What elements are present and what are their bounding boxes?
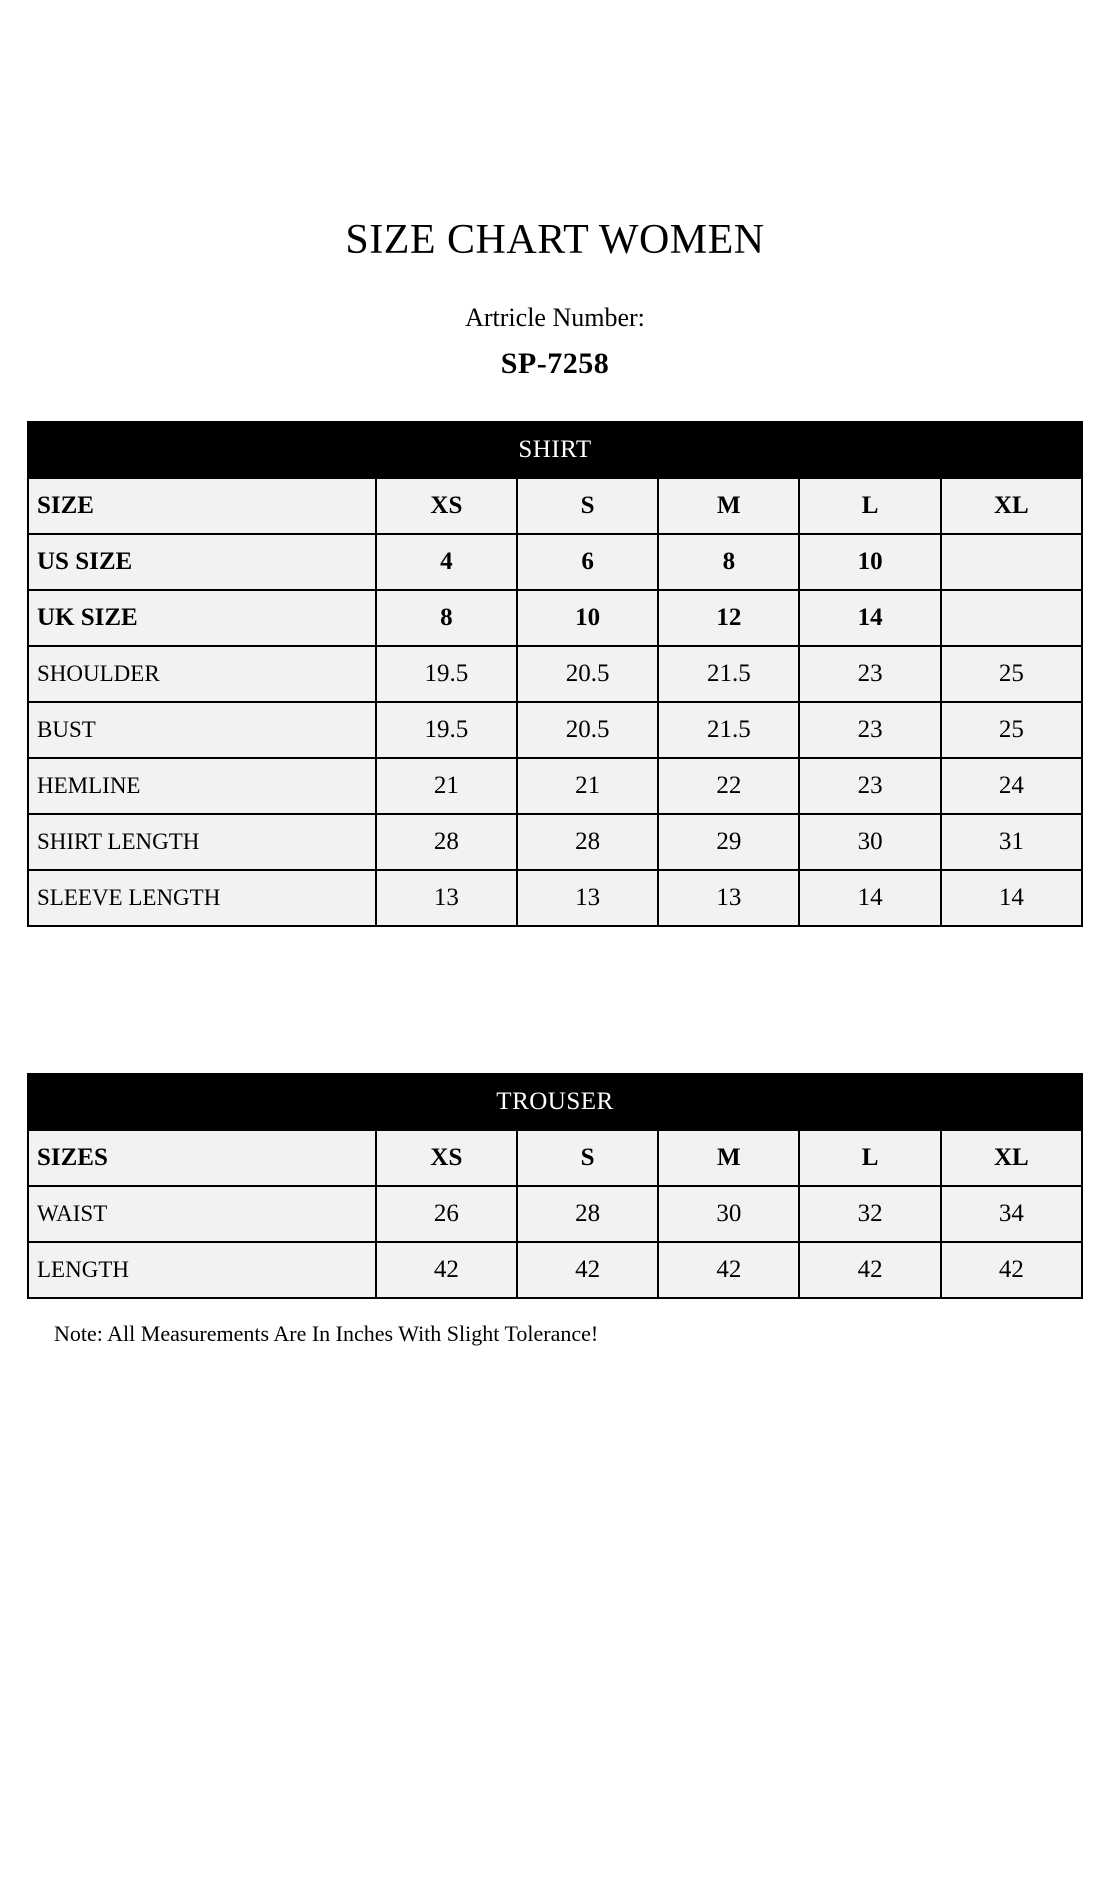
shirt-cell: 14 <box>941 870 1082 926</box>
shirt-cell: 19.5 <box>376 702 517 758</box>
trouser-section-title: TROUSER <box>28 1074 1082 1130</box>
shirt-cell: 13 <box>517 870 658 926</box>
shirt-section <box>27 421 1083 927</box>
table-row <box>28 870 1082 926</box>
shirt-cell: L <box>799 478 940 534</box>
table-row <box>28 1186 1082 1242</box>
table-row <box>28 702 1082 758</box>
trouser-row-label: SIZES <box>28 1130 376 1186</box>
table-row <box>28 478 1082 534</box>
trouser-cell: 30 <box>658 1186 799 1242</box>
shirt-cell: 20.5 <box>517 646 658 702</box>
shirt-section-title: SHIRT <box>28 422 1082 478</box>
shirt-cell: 23 <box>799 646 940 702</box>
shirt-row-label: SIZE <box>28 478 376 534</box>
table-row <box>28 814 1082 870</box>
table-row <box>28 646 1082 702</box>
shirt-cell: 13 <box>376 870 517 926</box>
shirt-cell: 25 <box>941 646 1082 702</box>
shirt-cell: 22 <box>658 758 799 814</box>
shirt-cell: 14 <box>799 590 940 646</box>
shirt-size-table <box>27 421 1083 927</box>
measurement-note: Note: All Measurements Are In Inches With Slight Tolerance! <box>54 1321 599 1347</box>
shirt-cell: 10 <box>517 590 658 646</box>
shirt-row-label: BUST <box>28 702 376 758</box>
page-title: SIZE CHART WOMEN <box>345 217 765 263</box>
shirt-cell: 4 <box>376 534 517 590</box>
table-row <box>28 590 1082 646</box>
table-row <box>28 534 1082 590</box>
shirt-cell: 25 <box>941 702 1082 758</box>
shirt-cell: 30 <box>799 814 940 870</box>
shirt-cell: 10 <box>799 534 940 590</box>
shirt-cell: 31 <box>941 814 1082 870</box>
trouser-section-header <box>28 1074 1082 1130</box>
shirt-row-label: SLEEVE LENGTH <box>28 870 376 926</box>
shirt-row-label: US SIZE <box>28 534 376 590</box>
shirt-cell: 20.5 <box>517 702 658 758</box>
trouser-cell: 42 <box>658 1242 799 1298</box>
shirt-cell: 6 <box>517 534 658 590</box>
shirt-cell <box>941 590 1082 646</box>
shirt-cell: 8 <box>658 534 799 590</box>
trouser-cell: XS <box>376 1130 517 1186</box>
shirt-cell: 14 <box>799 870 940 926</box>
shirt-cell: 12 <box>658 590 799 646</box>
shirt-cell: 23 <box>799 702 940 758</box>
trouser-cell: L <box>799 1130 940 1186</box>
trouser-cell: 32 <box>799 1186 940 1242</box>
shirt-cell: 13 <box>658 870 799 926</box>
shirt-cell: 21 <box>517 758 658 814</box>
shirt-cell: 21.5 <box>658 702 799 758</box>
shirt-row-label: UK SIZE <box>28 590 376 646</box>
trouser-cell: 34 <box>941 1186 1082 1242</box>
trouser-cell: S <box>517 1130 658 1186</box>
trouser-cell: 42 <box>799 1242 940 1298</box>
shirt-cell <box>941 534 1082 590</box>
shirt-section-header <box>28 422 1082 478</box>
size-chart-page <box>0 215 1110 1880</box>
trouser-cell: M <box>658 1130 799 1186</box>
shirt-cell: XS <box>376 478 517 534</box>
table-row <box>28 1130 1082 1186</box>
shirt-cell: XL <box>941 478 1082 534</box>
trouser-cell: 42 <box>517 1242 658 1298</box>
shirt-cell: 19.5 <box>376 646 517 702</box>
shirt-cell: 8 <box>376 590 517 646</box>
shirt-cell: S <box>517 478 658 534</box>
trouser-cell: XL <box>941 1130 1082 1186</box>
trouser-cell: 42 <box>376 1242 517 1298</box>
shirt-cell: 24 <box>941 758 1082 814</box>
shirt-row-label: SHOULDER <box>28 646 376 702</box>
trouser-row-label: WAIST <box>28 1186 376 1242</box>
table-row <box>28 1242 1082 1298</box>
table-row <box>28 758 1082 814</box>
shirt-cell: 28 <box>517 814 658 870</box>
shirt-row-label: SHIRT LENGTH <box>28 814 376 870</box>
trouser-row-label: LENGTH <box>28 1242 376 1298</box>
shirt-row-label: HEMLINE <box>28 758 376 814</box>
shirt-cell: 28 <box>376 814 517 870</box>
trouser-section <box>27 1073 1083 1299</box>
article-number-value: SP-7258 <box>500 347 610 381</box>
shirt-cell: 29 <box>658 814 799 870</box>
shirt-cell: 21.5 <box>658 646 799 702</box>
trouser-cell: 28 <box>517 1186 658 1242</box>
shirt-cell: 21 <box>376 758 517 814</box>
trouser-size-table <box>27 1073 1083 1299</box>
article-number-label: Artricle Number: <box>465 303 645 333</box>
shirt-cell: 23 <box>799 758 940 814</box>
shirt-cell: M <box>658 478 799 534</box>
trouser-cell: 42 <box>941 1242 1082 1298</box>
trouser-cell: 26 <box>376 1186 517 1242</box>
